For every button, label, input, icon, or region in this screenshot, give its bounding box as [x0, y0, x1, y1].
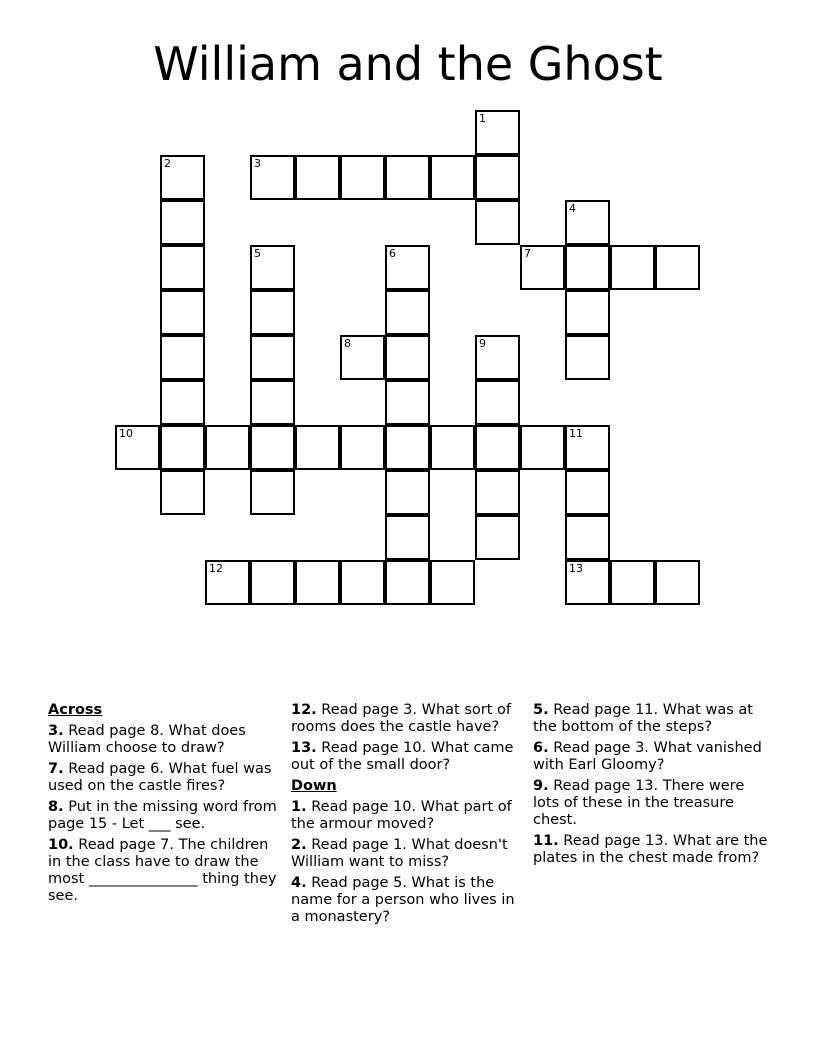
grid-cell[interactable]	[610, 245, 655, 290]
grid-cell[interactable]	[385, 425, 430, 470]
clue-number: 7.	[48, 761, 64, 777]
grid-cell[interactable]	[385, 560, 430, 605]
grid-cell[interactable]	[565, 515, 610, 560]
clue-number: 3.	[48, 723, 64, 739]
clue-text: Read page 10. What came out of the small door?	[291, 740, 514, 773]
grid-cell[interactable]	[250, 155, 295, 200]
clue-text: Read page 3. What sort of rooms does the castle have?	[291, 702, 511, 735]
clue-number: 1.	[291, 799, 307, 815]
grid-cell[interactable]	[115, 425, 160, 470]
grid-cell[interactable]	[430, 560, 475, 605]
grid-cell[interactable]	[160, 425, 205, 470]
clue-down-1	[291, 799, 523, 833]
grid-cell[interactable]	[340, 560, 385, 605]
down-heading: Down	[291, 778, 337, 794]
grid-cell[interactable]	[295, 425, 340, 470]
grid-cell[interactable]	[565, 290, 610, 335]
grid-cell[interactable]	[160, 380, 205, 425]
grid-cell[interactable]	[385, 155, 430, 200]
clue-text: Read page 13. What are the plates in the chest made from?	[533, 833, 768, 866]
clue-down-4	[291, 875, 523, 926]
grid-cell[interactable]	[160, 470, 205, 515]
clue-number: 13.	[291, 740, 317, 756]
cell-number: 1	[479, 112, 486, 125]
cell-number: 3	[254, 157, 261, 170]
grid-cell[interactable]	[475, 155, 520, 200]
clue-number: 11.	[533, 833, 559, 849]
clue-down-6	[533, 740, 769, 774]
clue-text: Read page 13. There were lots of these in the treasure chest.	[533, 778, 745, 828]
clues-column-2	[291, 702, 523, 930]
page-title: William and the Ghost	[153, 37, 663, 91]
grid-cell[interactable]	[340, 155, 385, 200]
grid-cell[interactable]	[385, 290, 430, 335]
cell-number: 4	[569, 202, 576, 215]
grid-cell[interactable]	[475, 110, 520, 155]
clue-text: Read page 11. What was at the bottom of the steps?	[533, 702, 753, 735]
grid-cell[interactable]	[385, 515, 430, 560]
clue-text: Read page 3. What vanished with Earl Gloomy?	[533, 740, 762, 773]
grid-cell[interactable]	[250, 245, 295, 290]
grid-cell[interactable]	[160, 155, 205, 200]
grid-cell[interactable]	[565, 470, 610, 515]
cell-number: 10	[119, 427, 133, 440]
grid-cell[interactable]	[205, 560, 250, 605]
grid-cell[interactable]	[475, 470, 520, 515]
clue-across-8	[48, 799, 280, 833]
clue-text: Put in the missing word from page 15 - Let ___ see.	[48, 799, 277, 832]
clue-text: Read page 10. What part of the armour moved?	[291, 799, 512, 832]
clue-number: 5.	[533, 702, 549, 718]
grid-cell[interactable]	[250, 290, 295, 335]
cell-number: 2	[164, 157, 171, 170]
clue-across-3	[48, 723, 280, 757]
clue-down-5	[533, 702, 769, 736]
grid-cell[interactable]	[250, 470, 295, 515]
grid-cell[interactable]	[475, 380, 520, 425]
grid-cell[interactable]	[160, 200, 205, 245]
clues-column-1	[48, 702, 280, 909]
clue-across-10	[48, 837, 280, 905]
cell-number: 6	[389, 247, 396, 260]
clue-number: 9.	[533, 778, 549, 794]
grid-cell[interactable]	[250, 560, 295, 605]
grid-cell[interactable]	[565, 425, 610, 470]
clue-down-9	[533, 778, 769, 829]
clue-text: Read page 1. What doesn't William want to miss?	[291, 837, 508, 870]
grid-cell[interactable]	[250, 335, 295, 380]
grid-cell[interactable]	[655, 245, 700, 290]
grid-cell[interactable]	[520, 245, 565, 290]
clue-text: Read page 8. What does William choose to draw?	[48, 723, 246, 756]
grid-cell[interactable]	[295, 560, 340, 605]
grid-cell[interactable]	[295, 155, 340, 200]
grid-cell[interactable]	[475, 335, 520, 380]
cell-number: 8	[344, 337, 351, 350]
grid-cell[interactable]	[340, 335, 385, 380]
cell-number: 7	[524, 247, 531, 260]
grid-cell[interactable]	[160, 290, 205, 335]
grid-cell[interactable]	[250, 380, 295, 425]
clue-text: Read page 7. The children in the class have to draw the most _______________ thing they see.	[48, 837, 277, 904]
grid-cell[interactable]	[475, 425, 520, 470]
cell-number: 9	[479, 337, 486, 350]
grid-cell[interactable]	[565, 200, 610, 245]
grid-cell[interactable]	[160, 245, 205, 290]
grid-cell[interactable]	[655, 560, 700, 605]
cell-number: 5	[254, 247, 261, 260]
clue-number: 2.	[291, 837, 307, 853]
grid-cell[interactable]	[565, 335, 610, 380]
clue-number: 6.	[533, 740, 549, 756]
grid-cell[interactable]	[160, 335, 205, 380]
grid-cell[interactable]	[565, 560, 610, 605]
grid-cell[interactable]	[475, 200, 520, 245]
grid-cell[interactable]	[250, 425, 295, 470]
grid-cell[interactable]	[340, 425, 385, 470]
grid-cell[interactable]	[385, 245, 430, 290]
clue-across-7	[48, 761, 280, 795]
clue-number: 4.	[291, 875, 307, 891]
clue-number: 12.	[291, 702, 317, 718]
grid-cell[interactable]	[565, 245, 610, 290]
grid-cell[interactable]	[430, 155, 475, 200]
clue-text: Read page 5. What is the name for a person who lives in a monastery?	[291, 875, 515, 925]
clue-number: 10.	[48, 837, 74, 853]
clue-text: Read page 6. What fuel was used on the castle fires?	[48, 761, 272, 794]
clue-down-2	[291, 837, 523, 871]
grid-cell[interactable]	[385, 470, 430, 515]
cell-number: 13	[569, 562, 583, 575]
cell-number: 11	[569, 427, 583, 440]
grid-cell[interactable]	[205, 425, 250, 470]
clue-across-13	[291, 740, 523, 774]
grid-cell[interactable]	[385, 380, 430, 425]
grid-cell[interactable]	[520, 425, 565, 470]
clues-column-3	[533, 702, 769, 871]
clue-number: 8.	[48, 799, 64, 815]
clue-across-12	[291, 702, 523, 736]
clue-down-11	[533, 833, 769, 867]
grid-cell[interactable]	[475, 515, 520, 560]
across-heading: Across	[48, 702, 103, 718]
cell-number: 12	[209, 562, 223, 575]
grid-cell[interactable]	[430, 425, 475, 470]
grid-cell[interactable]	[610, 560, 655, 605]
grid-cell[interactable]	[385, 335, 430, 380]
